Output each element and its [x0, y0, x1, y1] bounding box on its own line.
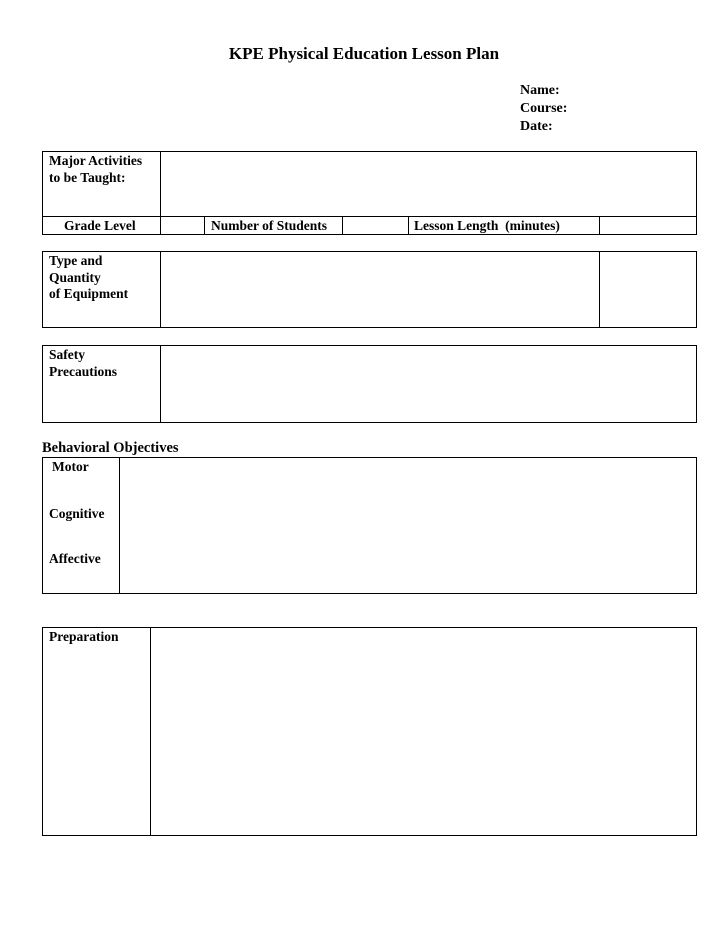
- number-of-students-label: Number of Students: [211, 218, 328, 233]
- divider: [160, 346, 161, 422]
- cognitive-label: Cognitive: [49, 506, 105, 521]
- motor-label: Motor: [52, 459, 89, 474]
- major-activities-section: [42, 151, 697, 235]
- equipment-field[interactable]: [162, 253, 598, 326]
- equipment-extra-field[interactable]: [601, 253, 694, 326]
- grade-level-label: Grade Level: [64, 218, 136, 233]
- safety-label: Safety Precautions: [49, 347, 117, 379]
- name-label: Name:: [520, 83, 560, 98]
- safety-section: [42, 345, 697, 423]
- course-label: Course:: [520, 101, 568, 116]
- divider: [119, 458, 120, 593]
- preparation-section: [42, 627, 697, 836]
- divider: [160, 152, 161, 216]
- equipment-label: Type and Quantity of Equipment: [49, 253, 129, 301]
- divider: [160, 252, 161, 327]
- preparation-label: Preparation: [49, 629, 119, 644]
- divider: [408, 216, 409, 234]
- divider: [599, 252, 600, 327]
- equipment-section: [42, 251, 697, 328]
- date-label: Date:: [520, 119, 553, 134]
- divider: [150, 628, 151, 835]
- major-activities-label: Major Activities to be Taught:: [49, 153, 143, 185]
- affective-label: Affective: [49, 551, 101, 566]
- number-of-students-field[interactable]: [343, 217, 407, 234]
- preparation-field[interactable]: [152, 629, 694, 834]
- major-activities-field[interactable]: [162, 153, 694, 214]
- lesson-length-label: Lesson Length (minutes): [414, 218, 560, 233]
- behavioral-objectives-heading: Behavioral Objectives: [42, 440, 179, 456]
- lesson-length-field[interactable]: [600, 217, 694, 234]
- safety-field[interactable]: [162, 347, 694, 421]
- page-title: KPE Physical Education Lesson Plan: [228, 44, 500, 63]
- student-info: [520, 82, 567, 136]
- grade-level-field[interactable]: [161, 217, 203, 234]
- behavioral-objectives-field[interactable]: [121, 459, 694, 592]
- divider: [204, 216, 205, 234]
- behavioral-objectives-section: [42, 457, 697, 594]
